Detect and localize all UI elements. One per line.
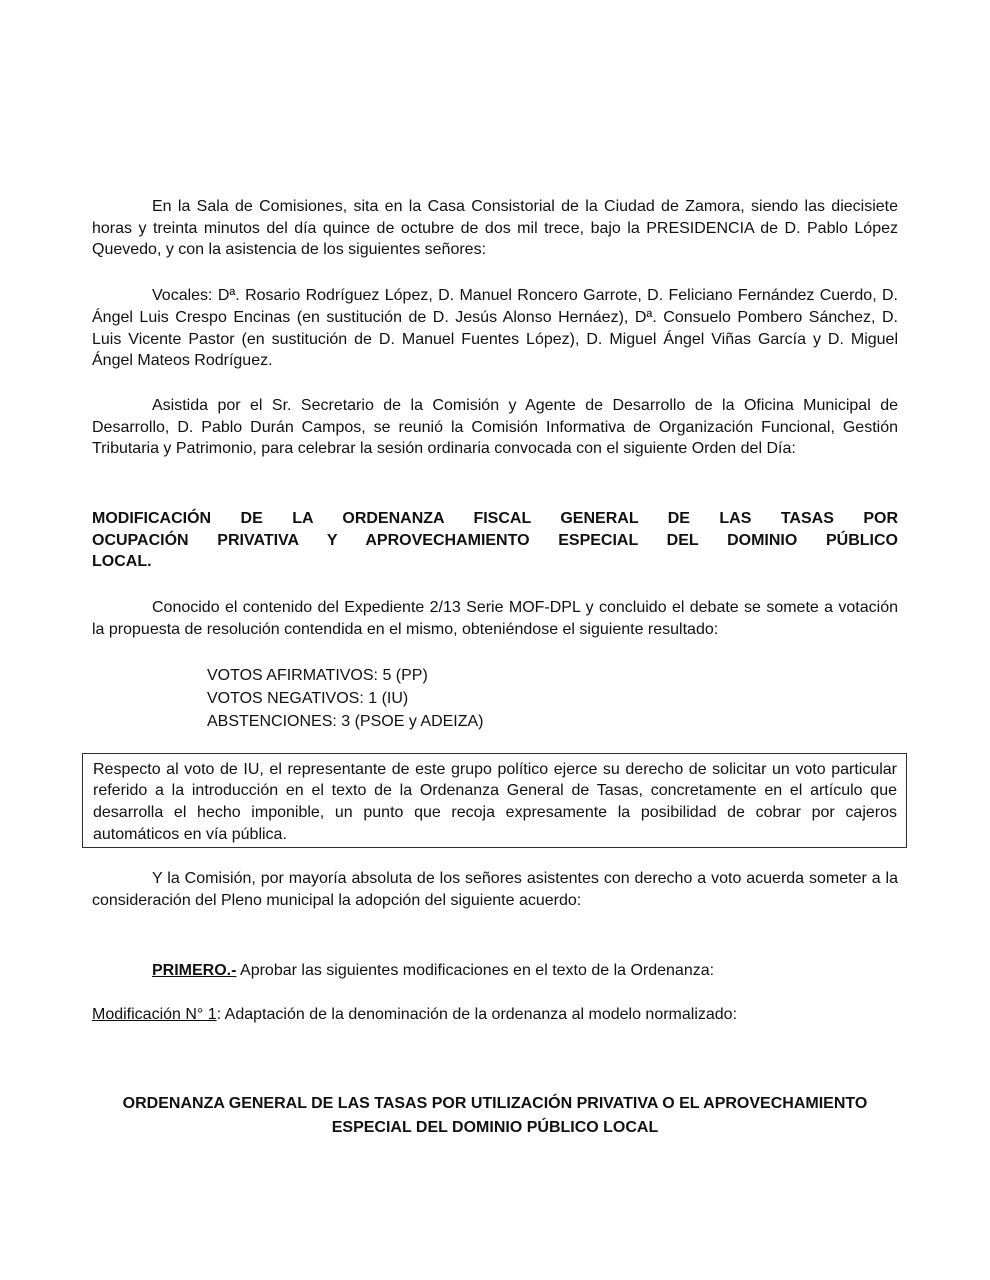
paragraph-acuerdo: Y la Comisión, por mayoría absoluta de los señores asistentes con derecho a voto acuerda someter a la consideración del Pleno municipal la adopción del siguiente acuerdo: xyxy=(92,870,898,910)
paragraph-session-intro: En la Sala de Comisiones, sita en la Casa Consistorial de la Ciudad de Zamora, siendo las diecisiete horas y treinta minutos del día quince de octubre de dos mil trece, bajo la PRESIDENCIA de D. Pablo López Quevedo, y con la asistencia de los siguientes señores: xyxy=(92,198,898,259)
heading-modificacion xyxy=(92,508,898,573)
modificacion-label: Modificación N° 1 xyxy=(92,1006,217,1024)
primero-label: PRIMERO.- xyxy=(152,961,237,979)
heading-modificacion-line-1: MODIFICACIÓN DE LA ORDENANZA FISCAL GENERAL DE LAS TASAS POR xyxy=(92,510,898,528)
heading-ordenanza: ORDENANZA GENERAL DE LAS TASAS POR UTILIZACIÓN PRIVATIVA O EL APROVECHAMIENTO ESPECIAL DEL DOMINIO PÚBLICO LOCAL xyxy=(122,1095,868,1137)
paragraph-primero xyxy=(92,960,898,982)
heading-modificacion-line-3: LOCAL. xyxy=(92,553,152,571)
paragraph-secretario: Asistida por el Sr. Secretario de la Comisión y Agente de Desarrollo de la Oficina Municipal de Desarrollo, D. Pablo Durán Campos, se reunió la Comisión Informativa de Organización Funcional, Gestión Tributaria y Patrimonio, para celebrar la sesión ordinaria convocada con el siguiente Orden del Día: xyxy=(92,396,898,458)
paragraph-modificacion-1 xyxy=(92,1004,898,1026)
paragraph-voto-particular: Respecto al voto de IU, el representante de este grupo político ejerce su derecho de solicitar un voto particular referido a la introducción en el texto de la Ordenanza General de Tasas, concretamente en el artículo que desarrolla el hecho imponible, un punto que recoja expresamente la posibilidad de cobrar por cajeros automáticos en vía pública. xyxy=(93,760,897,843)
vote-abstentions: ABSTENCIONES: 3 (PSOE y ADEIZA) xyxy=(207,712,484,730)
vote-affirmative: VOTOS AFIRMATIVOS: 5 (PP) xyxy=(207,666,428,684)
primero-text: Aprobar las siguientes modificaciones en el texto de la Ordenanza: xyxy=(236,961,715,979)
vote-results xyxy=(207,664,898,733)
particular-vote-box xyxy=(82,753,907,849)
vote-negative: VOTOS NEGATIVOS: 1 (IU) xyxy=(207,689,409,707)
paragraph-expediente: Conocido el contenido del Expediente 2/13 Serie MOF-DPL y concluido el debate se somete a votación la propuesta de resolución contendida en el mismo, obteniéndose el siguiente resultado: xyxy=(92,599,898,638)
paragraph-vocales: Vocales: Dª. Rosario Rodríguez López, D. Manuel Roncero Garrote, D. Feliciano Fernández Cuerdo, D. Ángel Luis Crespo Encinas (en sustitución de D. Jesús Alonso Hernáez), Dª. Consuelo Pombero Sánchez, D. Luis Vicente Pastor (en sustitución de D. Manuel Fuentes López), D. Miguel Ángel Viñas García y D. Miguel Ángel Mateos Rodríguez. xyxy=(92,287,898,370)
modificacion-text: : Adaptación de la denominación de la ordenanza al modelo normalizado: xyxy=(216,1006,738,1024)
heading-modificacion-line-2: OCUPACIÓN PRIVATIVA Y APROVECHAMIENTO ESPECIAL DEL DOMINIO PÚBLICO xyxy=(92,531,898,549)
